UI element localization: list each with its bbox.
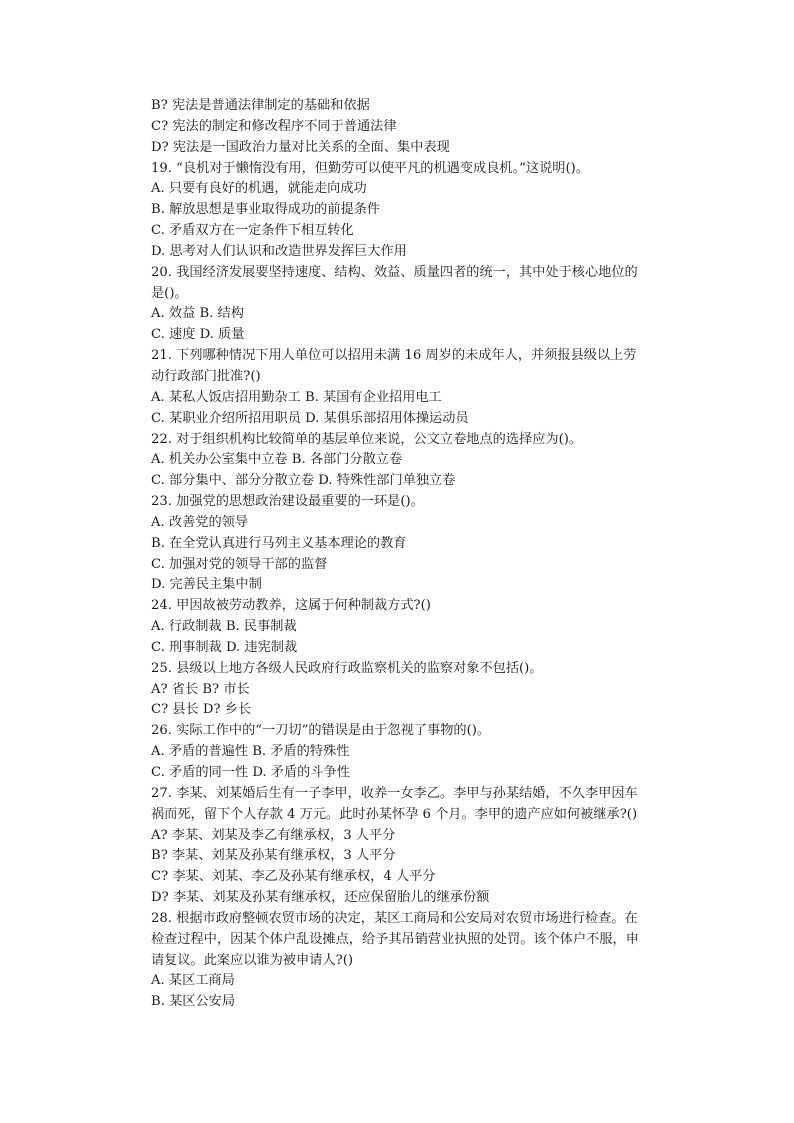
text-line: C. 速度 D. 质量 [151, 327, 245, 343]
text-line: D? 宪法是一国政治力量对比关系的全面、集中表现 [151, 139, 450, 155]
text-line: A. 某区工商局 [151, 973, 235, 989]
text-line: 25. 县级以上地方各级人民政府行政监察机关的监察对象不包括()。 [151, 660, 543, 676]
text-line: A? 李某、刘某及李乙有继承权，3 人平分 [151, 827, 396, 843]
text-line: B. 在全党认真进行马列主义基本理论的教育 [151, 535, 407, 551]
text-line: 23. 加强党的思想政治建设最重要的一环是()。 [151, 494, 424, 510]
text-line: 27. 李某、刘某婚后生有一子李甲，收养一女李乙。李甲与孙某结婚，不久李甲因车 [151, 785, 638, 801]
text-line: 动行政部门批准?() [151, 368, 261, 384]
text-line: B? 李某、刘某及孙某有继承权，3 人平分 [151, 848, 396, 864]
text-line: 检查过程中，因某个体户乱设摊点，给予其吊销营业执照的处罚。该个体户不服，申 [151, 931, 639, 947]
text-line: D. 思考对人们认识和改造世界发挥巨大作用 [151, 243, 407, 259]
text-line: C? 宪法的制定和修改程序不同于普通法律 [151, 118, 397, 134]
text-line: 是()。 [151, 285, 188, 301]
text-line: 24. 甲因故被劳动教养，这属于何种制裁方式?() [151, 598, 431, 614]
text-line: 请复议。此案应以谁为被申请人?() [151, 952, 353, 968]
text-line: A. 改善党的领导 [151, 514, 249, 530]
text-line: A. 效益 B. 结构 [151, 306, 244, 322]
text-line: A. 某私人饭店招用勤杂工 B. 某国有企业招用电工 [151, 389, 442, 405]
text-line: 19. “良机对于懒惰没有用，但勤劳可以使平凡的机遇变成良机。”这说明()。 [151, 160, 589, 176]
text-line: B. 解放思想是事业取得成功的前提条件 [151, 202, 381, 218]
document-body [151, 96, 651, 1013]
text-line: 26. 实际工作中的“一刀切”的错误是由于忽视了事物的()。 [151, 723, 491, 739]
text-line: A? 省长 B? 市长 [151, 681, 250, 697]
text-line: C? 李某、刘某、李乙及孙某有继承权，4 人平分 [151, 869, 436, 885]
text-line: A. 只要有良好的机遇，就能走向成功 [151, 181, 367, 197]
text-line: C. 矛盾的同一性 D. 矛盾的斗争性 [151, 765, 350, 780]
text-line: C. 矛盾双方在一定条件下相互转化 [151, 223, 354, 239]
text-line: 21. 下列哪种情况下用人单位可以招用未满 16 周岁的未成年人，并须报县级以上劳 [151, 348, 637, 364]
text-line: A. 行政制裁 B. 民事制裁 [151, 619, 297, 635]
text-line: A. 机关办公室集中立卷 B. 各部门分散立卷 [151, 452, 403, 468]
text-line: A. 矛盾的普遍性 B. 矛盾的特殊性 [151, 744, 350, 760]
text-line: C. 加强对党的领导干部的监督 [151, 556, 328, 572]
text-line: C. 部分集中、部分分散立卷 D. 特殊性部门单独立卷 [151, 473, 456, 489]
text-line: D. 完善民主集中制 [151, 577, 262, 593]
text-line: 28. 根据市政府整顿农贸市场的决定，某区工商局和公安局对农贸市场进行检查。在 [151, 910, 638, 926]
text-line: C. 刑事制裁 D. 违宪制裁 [151, 639, 298, 655]
text-line: 祸而死，留下个人存款 4 万元。此时孙某怀孕 6 个月。李甲的遗产应如何被继承?() [151, 806, 638, 822]
text-line: D? 李某、刘某及孙某有继承权，还应保留胎儿的继承份额 [151, 890, 490, 906]
text-line: 20. 我国经济发展要坚持速度、结构、效益、质量四者的统一，其中处于核心地位的 [151, 264, 638, 280]
text-line: C? 县长 D? 乡长 [151, 702, 252, 718]
text-line: 22. 对于组织机构比较简单的基层单位来说，公文立卷地点的选择应为()。 [151, 431, 583, 447]
text-line: B. 某区公安局 [151, 994, 236, 1010]
text-line: C. 某职业介绍所招用职员 D. 某俱乐部招用体操运动员 [151, 410, 469, 426]
text-line: B? 宪法是普通法律制定的基础和依据 [151, 98, 370, 113]
